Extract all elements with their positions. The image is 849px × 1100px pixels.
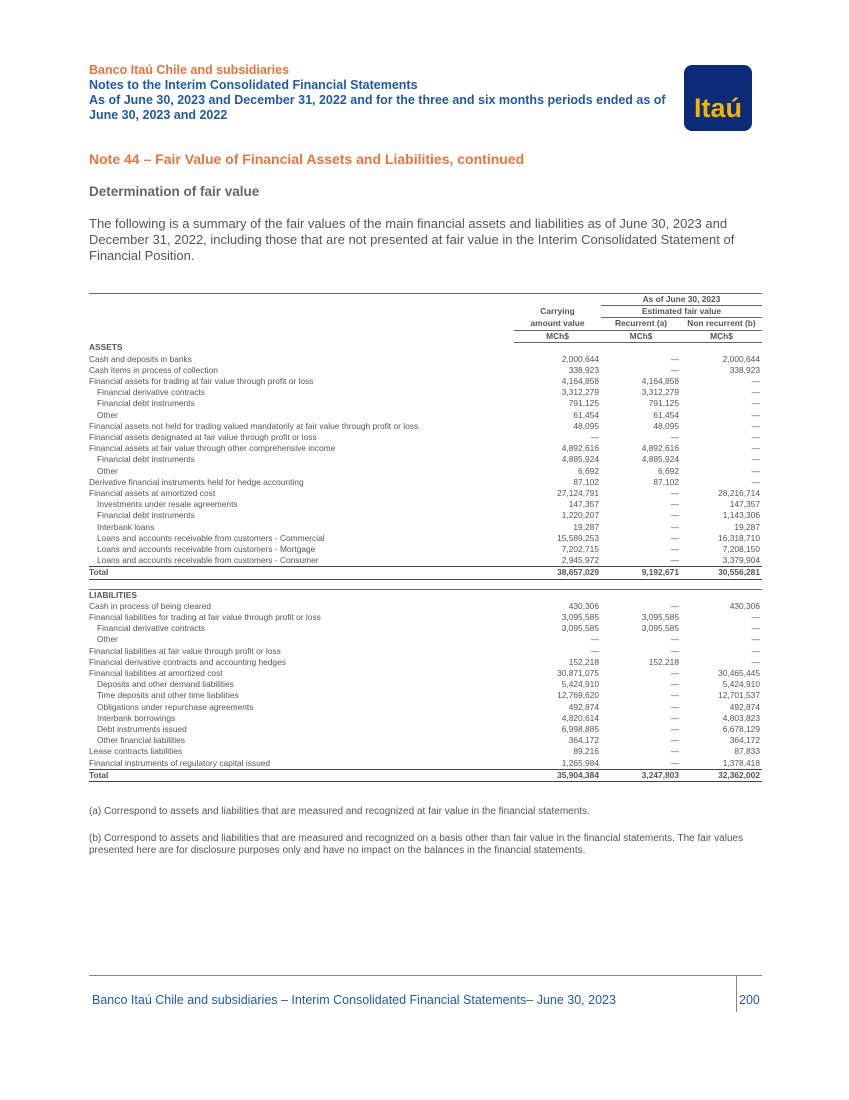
unit-col3: MCh$ bbox=[681, 330, 762, 342]
value-cell-1: 2,000,644 bbox=[561, 353, 599, 364]
row-label: Loans and accounts receivable from customers - Mortgage bbox=[97, 543, 316, 554]
row-label: Deposits and other demand liabilities bbox=[97, 679, 234, 690]
value-cell-2: — bbox=[670, 668, 679, 678]
value-cell-1: 6,692 bbox=[578, 465, 599, 476]
assets-section bbox=[89, 342, 762, 353]
value-cell-2: — bbox=[670, 735, 679, 746]
row-label: Obligations under repurchase agreements bbox=[97, 701, 254, 712]
table-row bbox=[89, 544, 762, 555]
value-cell-2: — bbox=[670, 757, 679, 768]
value-cell-2: — bbox=[670, 701, 679, 712]
table-row bbox=[89, 724, 762, 735]
document-title: Notes to the Interim Consolidated Financial Statements bbox=[89, 78, 418, 92]
value-cell-2: 87,102 bbox=[653, 476, 679, 487]
table-row bbox=[89, 623, 762, 634]
header-row-2 bbox=[89, 306, 762, 318]
table-row bbox=[89, 354, 762, 365]
value-cell-3: — bbox=[751, 443, 760, 454]
value-cell-1: 3,312,279 bbox=[561, 387, 599, 398]
table-row bbox=[89, 488, 762, 499]
value-cell-2: — bbox=[670, 510, 679, 521]
value-cell-3: 338,923 bbox=[729, 364, 760, 375]
table-row bbox=[89, 477, 762, 488]
value-cell-1: 430,306 bbox=[568, 600, 599, 611]
value-cell-3: — bbox=[751, 454, 760, 465]
row-label: Loans and accounts receivable from customers - Consumer bbox=[97, 555, 319, 566]
row-label: Investments under resale agreements bbox=[97, 499, 238, 510]
row-label: Financial derivative contracts and accounting hedges bbox=[89, 656, 286, 667]
intro-paragraph: The following is a summary of the fair values of the main financial assets and liabilities as of June 30, 2023 and December 31, 2022, including those that are not presented at fair value in the Interim Consolidated Statement of Financial Position. bbox=[89, 216, 735, 263]
table-row bbox=[89, 365, 762, 376]
itau-logo bbox=[684, 65, 752, 131]
row-label: Financial derivative contracts bbox=[97, 387, 205, 398]
company-name: Banco Itaú Chile and subsidiaries bbox=[89, 63, 290, 77]
document-header bbox=[89, 63, 679, 123]
period-header: As of June 30, 2023 bbox=[601, 294, 762, 306]
value-cell-2: 3,247,803 bbox=[601, 769, 681, 781]
value-cell-1: — bbox=[590, 634, 599, 645]
value-cell-3: — bbox=[751, 634, 760, 645]
value-cell-2: 4,892,616 bbox=[641, 443, 679, 454]
value-cell-3: 2,000,644 bbox=[722, 353, 760, 364]
value-cell-3: — bbox=[751, 431, 760, 442]
liabilities-section bbox=[89, 589, 762, 601]
row-label: Financial debt instruments bbox=[97, 454, 195, 465]
value-cell-1: 48,095 bbox=[573, 420, 599, 431]
row-label: Other bbox=[97, 465, 118, 476]
value-cell-3: 7,208,150 bbox=[722, 543, 760, 554]
value-cell-1: 2,945,972 bbox=[561, 555, 599, 566]
value-cell-1: 6,998,885 bbox=[561, 724, 599, 735]
value-cell-3: — bbox=[751, 623, 760, 634]
value-cell-1: 27,124,791 bbox=[557, 487, 599, 498]
row-label: Financial assets at fair value through other comprehensive income bbox=[89, 443, 336, 454]
value-cell-1: 4,820,614 bbox=[561, 712, 599, 723]
value-cell-1: 4,892,616 bbox=[561, 443, 599, 454]
row-label: Cash items in process of collection bbox=[89, 364, 218, 375]
value-cell-2: 3,095,585 bbox=[641, 623, 679, 634]
estimated-fair-value-header: Estimated fair value bbox=[601, 306, 762, 318]
value-cell-3: 32,362,002 bbox=[681, 769, 762, 781]
value-cell-2: 791,125 bbox=[648, 398, 679, 409]
recurrent-header: Recurrent (a) bbox=[614, 318, 668, 329]
non-recurrent-header: Non recurrent (b) bbox=[687, 318, 756, 329]
value-cell-1: 152,218 bbox=[568, 656, 599, 667]
table-row bbox=[89, 510, 762, 521]
value-cell-1: 7,202,715 bbox=[561, 543, 599, 554]
note-title: Note 44 – Fair Value of Financial Assets and Liabilities, continued bbox=[89, 151, 525, 167]
value-cell-3: 5,424,910 bbox=[722, 679, 760, 690]
footer-text: Banco Itaú Chile and subsidiaries – Interim Consolidated Financial Statements– June 30, 2023 bbox=[92, 993, 616, 1007]
row-label: Total bbox=[89, 769, 514, 781]
value-cell-3: 147,357 bbox=[729, 499, 760, 510]
value-cell-1: 5,424,910 bbox=[561, 679, 599, 690]
table-row bbox=[89, 668, 762, 679]
row-label: Loans and accounts receivable from customers - Commercial bbox=[97, 532, 325, 543]
row-label: Other financial liabilities bbox=[97, 735, 185, 746]
row-label: Financial assets not held for trading valued mandatorily at fair value through profit or loss bbox=[89, 420, 419, 431]
value-cell-2: 4,885,924 bbox=[641, 454, 679, 465]
row-label: Financial assets for trading at fair value through profit or loss bbox=[89, 375, 314, 386]
value-cell-2: — bbox=[670, 487, 679, 498]
table-row bbox=[89, 758, 762, 770]
value-cell-3: — bbox=[751, 409, 760, 420]
table-row bbox=[89, 410, 762, 421]
value-cell-1: 338,923 bbox=[568, 364, 599, 375]
value-cell-1: — bbox=[590, 645, 599, 656]
value-cell-3: 30,465,445 bbox=[718, 668, 760, 678]
table-row bbox=[89, 634, 762, 645]
unit-col1: MCh$ bbox=[514, 330, 601, 342]
section-gap bbox=[89, 579, 762, 589]
assets-section-label: ASSETS bbox=[89, 342, 123, 353]
value-cell-2: — bbox=[670, 532, 679, 543]
footer-divider bbox=[89, 975, 762, 976]
liabilities-section-label: LIABILITIES bbox=[89, 589, 137, 600]
table-row bbox=[89, 398, 762, 409]
value-cell-2: — bbox=[670, 364, 679, 375]
table-row bbox=[89, 454, 762, 465]
value-cell-1: 15,589,253 bbox=[557, 532, 599, 543]
value-cell-2: — bbox=[670, 634, 679, 645]
value-cell-3: — bbox=[751, 476, 760, 487]
table-row bbox=[89, 657, 762, 668]
row-label: Lease contracts liabilities bbox=[89, 746, 183, 757]
value-cell-3: — bbox=[751, 645, 760, 656]
value-cell-3: — bbox=[751, 387, 760, 398]
row-label: Financial assets at amortized cost bbox=[89, 487, 216, 498]
value-cell-2: — bbox=[670, 600, 679, 611]
section-title: Determination of fair value bbox=[89, 184, 260, 199]
value-cell-3: 19,287 bbox=[734, 521, 760, 532]
table-row bbox=[89, 612, 762, 623]
value-cell-3: 364,172 bbox=[729, 735, 760, 746]
value-cell-3: 6,678,129 bbox=[722, 724, 760, 735]
table-row bbox=[89, 421, 762, 432]
value-cell-3: — bbox=[751, 420, 760, 431]
table-row bbox=[89, 735, 762, 746]
value-cell-2: — bbox=[670, 499, 679, 510]
value-cell-3: 12,701,537 bbox=[718, 690, 760, 701]
value-cell-1: — bbox=[590, 431, 599, 442]
value-cell-1: 3,095,585 bbox=[561, 623, 599, 634]
value-cell-3: — bbox=[751, 375, 760, 386]
value-cell-2: — bbox=[670, 543, 679, 554]
table-row bbox=[89, 443, 762, 454]
logo-text: Itaú bbox=[693, 93, 742, 123]
value-cell-1: 1,220,207 bbox=[561, 510, 599, 521]
table-row bbox=[89, 567, 762, 579]
row-label: Financial debt instruments bbox=[97, 510, 195, 521]
value-cell-1: 12,769,620 bbox=[557, 690, 599, 701]
value-cell-3: — bbox=[751, 611, 760, 622]
value-cell-2: 48,095 bbox=[653, 420, 679, 431]
value-cell-1: 492,874 bbox=[568, 701, 599, 712]
value-cell-1: 364,172 bbox=[568, 735, 599, 746]
value-cell-2: — bbox=[670, 679, 679, 690]
row-label: Financial assets designated at fair value through profit or loss bbox=[89, 431, 317, 442]
header-row-period bbox=[89, 294, 762, 306]
value-cell-2: 3,312,279 bbox=[641, 387, 679, 398]
row-label: Other bbox=[97, 409, 118, 420]
value-cell-1: 791,125 bbox=[568, 398, 599, 409]
table-row bbox=[89, 679, 762, 690]
table-row bbox=[89, 601, 762, 612]
row-label: Financial liabilities for trading at fair value through profit or loss bbox=[89, 611, 321, 622]
value-cell-1: 61,454 bbox=[573, 409, 599, 420]
row-label: Financial liabilities at amortized cost bbox=[89, 668, 223, 678]
table-row bbox=[89, 432, 762, 443]
row-label: Debt instruments issued bbox=[97, 724, 187, 735]
value-cell-2: — bbox=[670, 431, 679, 442]
table-row bbox=[89, 713, 762, 724]
value-cell-1: 3,095,585 bbox=[561, 611, 599, 622]
table-row bbox=[89, 533, 762, 544]
header-row-3 bbox=[89, 318, 762, 330]
value-cell-1: 19,287 bbox=[573, 521, 599, 532]
value-cell-3: 492,874 bbox=[729, 701, 760, 712]
page-number: 200 bbox=[739, 993, 760, 1007]
value-cell-2: 3,095,585 bbox=[641, 611, 679, 622]
value-cell-3: 4,803,823 bbox=[722, 712, 760, 723]
value-cell-2: 61,454 bbox=[653, 409, 679, 420]
row-label: Financial derivative contracts bbox=[97, 623, 205, 634]
row-label: Cash in process of being cleared bbox=[89, 600, 211, 611]
value-cell-1: 4,885,924 bbox=[561, 454, 599, 465]
value-cell-2: 6,692 bbox=[658, 465, 679, 476]
value-cell-3: 16,318,710 bbox=[718, 532, 760, 543]
table-row bbox=[89, 387, 762, 398]
value-cell-3: 430,306 bbox=[729, 600, 760, 611]
table-row bbox=[89, 746, 762, 757]
row-label: Interbank borrowings bbox=[97, 712, 176, 723]
value-cell-1: 89,216 bbox=[573, 746, 599, 757]
table-row bbox=[89, 466, 762, 477]
value-cell-3: 30,556,281 bbox=[681, 567, 762, 579]
row-label: Financial instruments of regulatory capital issued bbox=[89, 757, 271, 768]
table-row bbox=[89, 690, 762, 701]
row-label: Interbank loans bbox=[97, 521, 155, 532]
row-label: Time deposits and other time liabilities bbox=[97, 690, 239, 701]
value-cell-1: 35,904,384 bbox=[514, 769, 601, 781]
period-description: As of June 30, 2023 and December 31, 2022 and for the three and six months periods ended as of June 30, 2023 and 2022 bbox=[89, 93, 666, 122]
value-cell-3: 1,378,418 bbox=[722, 757, 760, 768]
footnote-a: (a) Correspond to assets and liabilities that are measured and recognized at fair value in the financial statements. bbox=[89, 806, 590, 817]
row-label: Derivative financial instruments held for hedge accounting bbox=[89, 476, 304, 487]
value-cell-2: — bbox=[670, 712, 679, 723]
value-cell-2: 152,218 bbox=[648, 656, 679, 667]
row-label: Total bbox=[89, 567, 514, 579]
amount-value-header: amount value bbox=[530, 318, 585, 329]
value-cell-3: 3,379,904 bbox=[722, 555, 760, 566]
footer-vertical-divider bbox=[736, 975, 737, 1012]
value-cell-1: 30,871,075 bbox=[557, 668, 599, 678]
row-label: Financial debt instruments bbox=[97, 398, 195, 409]
table-row bbox=[89, 499, 762, 510]
value-cell-3: 1,143,306 bbox=[722, 510, 760, 521]
table-row bbox=[89, 702, 762, 713]
value-cell-2: — bbox=[670, 690, 679, 701]
value-cell-1: 1,265,984 bbox=[561, 757, 599, 768]
value-cell-3: 28,216,714 bbox=[718, 487, 760, 498]
value-cell-3: — bbox=[751, 465, 760, 476]
unit-col2: MCh$ bbox=[601, 330, 681, 342]
fair-value-table bbox=[89, 293, 762, 782]
value-cell-2: 4,164,858 bbox=[641, 375, 679, 386]
value-cell-3: 87,833 bbox=[734, 746, 760, 757]
row-label: Financial liabilities at fair value through profit or loss bbox=[89, 645, 281, 656]
unit-row bbox=[89, 330, 762, 342]
value-cell-2: 9,192,671 bbox=[601, 567, 681, 579]
value-cell-2: — bbox=[670, 353, 679, 364]
table-row bbox=[89, 769, 762, 781]
value-cell-2: — bbox=[670, 724, 679, 735]
value-cell-1: 87,102 bbox=[573, 476, 599, 487]
value-cell-2: — bbox=[670, 645, 679, 656]
value-cell-1: 38,657,029 bbox=[514, 567, 601, 579]
value-cell-2: — bbox=[670, 555, 679, 566]
value-cell-3: — bbox=[751, 656, 760, 667]
row-label: Cash and deposits in banks bbox=[89, 353, 192, 364]
carrying-header: Carrying bbox=[540, 306, 575, 317]
value-cell-1: 147,357 bbox=[568, 499, 599, 510]
table-row bbox=[89, 555, 762, 567]
row-label: Other bbox=[97, 634, 118, 645]
table-row bbox=[89, 522, 762, 533]
table-row bbox=[89, 376, 762, 387]
value-cell-3: — bbox=[751, 398, 760, 409]
value-cell-1: 4,164,858 bbox=[561, 375, 599, 386]
footnote-b: (b) Correspond to assets and liabilities that are measured and recognized on a basis other than fair value in the financial statements. The fair values presented here are for disclosure purposes only and have no impact on the balances in the financial statements. bbox=[89, 833, 744, 856]
value-cell-2: — bbox=[670, 746, 679, 757]
table-row bbox=[89, 646, 762, 657]
value-cell-2: — bbox=[670, 521, 679, 532]
